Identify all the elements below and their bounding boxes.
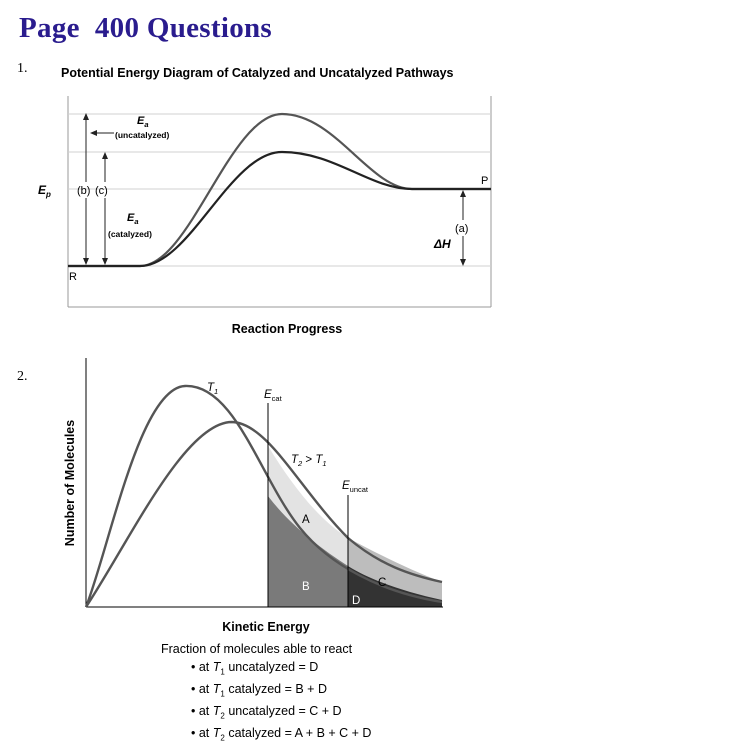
arrow-c-head-up bbox=[102, 152, 108, 159]
catalyzed-label: (catalyzed) bbox=[108, 229, 152, 239]
ecat-label: $E_{cat}$ bbox=[264, 389, 282, 403]
mb-ylabel: Number of Molecules bbox=[63, 419, 77, 547]
region-d-label: D bbox=[352, 595, 361, 607]
label-a: (a) bbox=[455, 223, 469, 235]
region-a-label: A bbox=[302, 514, 310, 526]
ea-uncat-label: $E_a$ bbox=[137, 115, 149, 129]
caption-item: • at $T_2$ uncatalyzed = C + D bbox=[191, 703, 342, 720]
fraction-caption bbox=[161, 641, 371, 747]
t1-label: $T_1$ bbox=[207, 382, 219, 396]
products-label: P bbox=[481, 175, 489, 187]
region-b-label: B bbox=[302, 581, 310, 593]
uncatalyzed-label: (uncatalyzed) bbox=[115, 130, 170, 140]
delta-h-label: ΔH bbox=[434, 237, 451, 251]
pe-xlabel: Reaction Progress bbox=[231, 322, 343, 336]
caption-heading: Fraction of molecules able to react bbox=[161, 642, 353, 656]
arrow-c-head-down bbox=[102, 258, 108, 265]
question-1-number: 1. bbox=[17, 61, 28, 76]
label-b: (b) bbox=[77, 185, 91, 197]
ea-cat-label: $E_a$ bbox=[127, 212, 139, 226]
caption-item: • at $T_1$ catalyzed = B + D bbox=[191, 681, 327, 698]
page-title: Page 400 Questions bbox=[19, 12, 273, 44]
caption-item: • at $T_1$ uncatalyzed = D bbox=[191, 659, 319, 676]
mb-xlabel: Kinetic Energy bbox=[222, 620, 310, 634]
arrow-a-head-up bbox=[460, 190, 466, 197]
question-2-number: 2. bbox=[17, 369, 28, 384]
catalyzed-curve bbox=[68, 152, 491, 266]
label-c: (c) bbox=[95, 185, 108, 197]
reactants-label: R bbox=[69, 271, 77, 283]
caption-item: • at $T_2$ catalyzed = A + B + C + D bbox=[191, 725, 372, 742]
t2-gt-t1-label: $T_2 > T_1$ bbox=[291, 454, 327, 468]
ep-label: $E_p$ bbox=[38, 183, 51, 199]
euncat-label: $E_{uncat}$ bbox=[342, 480, 369, 494]
diagram-title: Potential Energy Diagram of Catalyzed and Uncatalyzed Pathways bbox=[61, 66, 454, 80]
region-c-label: C bbox=[378, 577, 387, 589]
pointer-uncatalyzed-head bbox=[90, 130, 97, 136]
arrow-b-head-down bbox=[83, 258, 89, 265]
arrow-a-head-down bbox=[460, 259, 466, 266]
